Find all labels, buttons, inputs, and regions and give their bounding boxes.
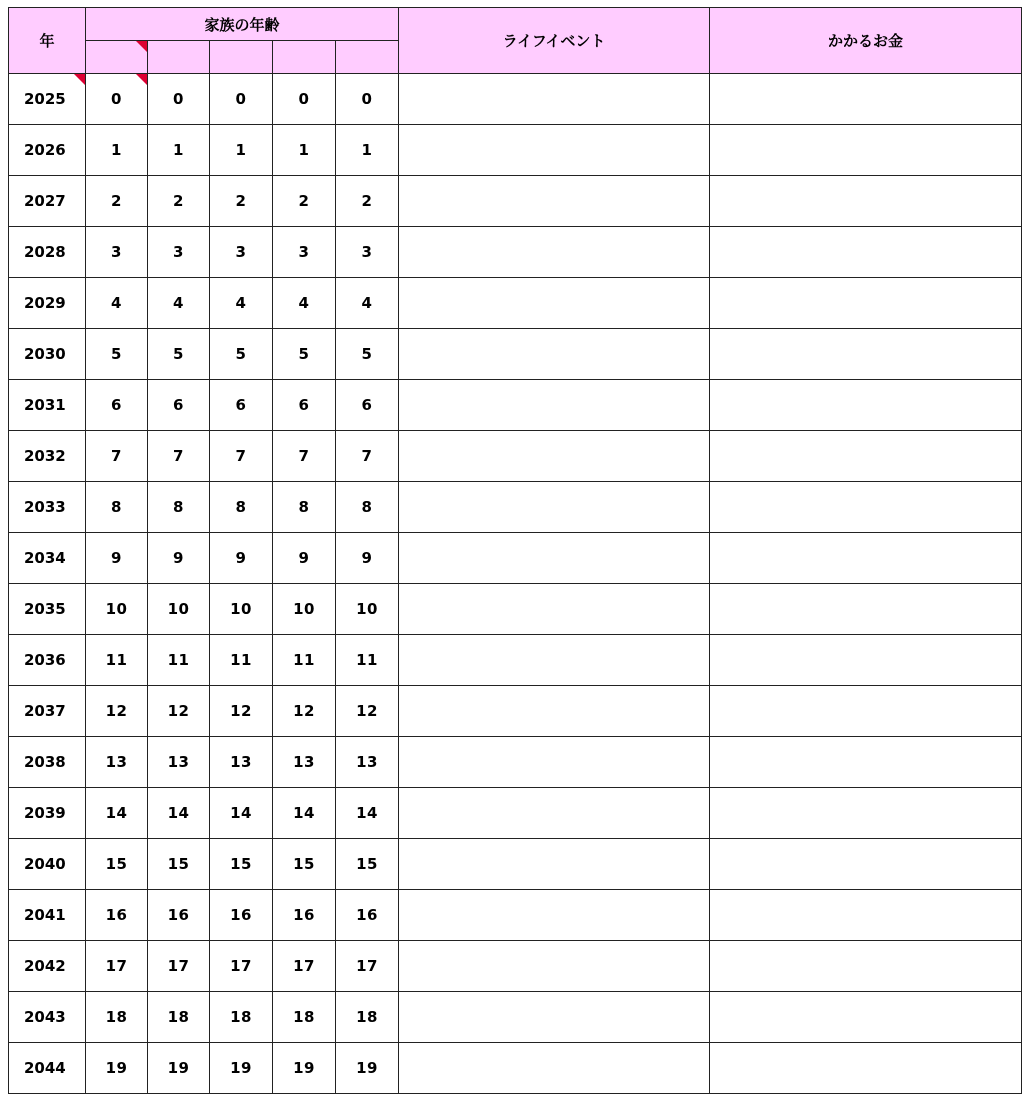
age-cell-member-1[interactable]: 15 bbox=[86, 839, 148, 890]
table-row bbox=[9, 533, 1022, 584]
table-row bbox=[9, 1043, 1022, 1094]
age-cell-member-3[interactable]: 12 bbox=[210, 686, 273, 737]
age-cell-member-3[interactable]: 5 bbox=[210, 329, 273, 380]
year-header-label: 年 bbox=[39, 32, 55, 50]
age-cell-member-1[interactable]: 11 bbox=[86, 635, 148, 686]
age-cell-member-5[interactable]: 12 bbox=[336, 686, 399, 737]
age-cell-member-5[interactable]: 15 bbox=[336, 839, 399, 890]
year-cell[interactable]: 2034 bbox=[9, 533, 86, 584]
life-event-cell[interactable] bbox=[399, 1043, 710, 1094]
table-row bbox=[9, 278, 1022, 329]
year-cell[interactable]: 2030 bbox=[9, 329, 86, 380]
age-cell-member-4[interactable]: 11 bbox=[273, 635, 336, 686]
table-row bbox=[9, 482, 1022, 533]
cost-cell[interactable] bbox=[710, 788, 1022, 839]
life-event-cell[interactable] bbox=[399, 431, 710, 482]
age-cell-member-2[interactable]: 6 bbox=[148, 380, 210, 431]
life-event-header-label: ライフイベント bbox=[502, 32, 606, 50]
age-cell-member-1[interactable]: 5 bbox=[86, 329, 148, 380]
table-row bbox=[9, 125, 1022, 176]
member-name-cell-3[interactable] bbox=[210, 41, 273, 74]
cost-cell[interactable] bbox=[710, 890, 1022, 941]
age-cell-member-2[interactable]: 8 bbox=[148, 482, 210, 533]
age-cell-member-4[interactable]: 2 bbox=[273, 176, 336, 227]
age-cell-member-2[interactable]: 12 bbox=[148, 686, 210, 737]
age-cell-member-1[interactable]: 2 bbox=[86, 176, 148, 227]
age-cell-member-5[interactable]: 11 bbox=[336, 635, 399, 686]
year-cell[interactable]: 2026 bbox=[9, 125, 86, 176]
age-cell-member-4[interactable]: 10 bbox=[273, 584, 336, 635]
age-cell-member-1[interactable] bbox=[86, 74, 148, 125]
age-cell-member-3[interactable]: 11 bbox=[210, 635, 273, 686]
age-cell-member-5[interactable]: 7 bbox=[336, 431, 399, 482]
cost-cell[interactable] bbox=[710, 125, 1022, 176]
year-cell[interactable]: 2038 bbox=[9, 737, 86, 788]
life-event-cell[interactable] bbox=[399, 737, 710, 788]
table-row bbox=[9, 584, 1022, 635]
age-cell-member-5[interactable]: 0 bbox=[336, 74, 399, 125]
age-cell-member-1[interactable]: 7 bbox=[86, 431, 148, 482]
table-row bbox=[9, 176, 1022, 227]
member-name-cell-1[interactable] bbox=[86, 41, 148, 74]
table-row bbox=[9, 74, 1022, 125]
cost-cell[interactable] bbox=[710, 584, 1022, 635]
table-row bbox=[9, 380, 1022, 431]
member-name-cell-4[interactable] bbox=[273, 41, 336, 74]
age-cell-member-3[interactable]: 8 bbox=[210, 482, 273, 533]
life-event-cell[interactable] bbox=[399, 890, 710, 941]
age-cell-member-2[interactable]: 2 bbox=[148, 176, 210, 227]
table-row bbox=[9, 431, 1022, 482]
age-cell-member-2[interactable]: 10 bbox=[148, 584, 210, 635]
age-cell-member-3[interactable]: 0 bbox=[210, 74, 273, 125]
age-cell-member-3[interactable]: 10 bbox=[210, 584, 273, 635]
life-event-cell[interactable] bbox=[399, 533, 710, 584]
age-cell-member-4[interactable]: 3 bbox=[273, 227, 336, 278]
year-cell[interactable]: 2042 bbox=[9, 941, 86, 992]
age-cell-member-4[interactable]: 5 bbox=[273, 329, 336, 380]
cost-cell[interactable] bbox=[710, 74, 1022, 125]
age-cell-member-2[interactable]: 9 bbox=[148, 533, 210, 584]
life-event-cell[interactable] bbox=[399, 227, 710, 278]
age-cell-member-3[interactable]: 16 bbox=[210, 890, 273, 941]
age-cell-member-5[interactable]: 3 bbox=[336, 227, 399, 278]
cost-cell[interactable] bbox=[710, 635, 1022, 686]
life-event-cell[interactable] bbox=[399, 635, 710, 686]
table-row bbox=[9, 941, 1022, 992]
age-cell-member-4[interactable]: 17 bbox=[273, 941, 336, 992]
cost-cell[interactable] bbox=[710, 380, 1022, 431]
cost-cell[interactable] bbox=[710, 839, 1022, 890]
year-cell[interactable]: 2039 bbox=[9, 788, 86, 839]
age-cell-member-1[interactable]: 9 bbox=[86, 533, 148, 584]
age-cell-member-4[interactable]: 18 bbox=[273, 992, 336, 1043]
cost-cell[interactable] bbox=[710, 329, 1022, 380]
year-cell[interactable]: 2036 bbox=[9, 635, 86, 686]
age-cell-member-3[interactable]: 3 bbox=[210, 227, 273, 278]
age-cell-member-5[interactable]: 2 bbox=[336, 176, 399, 227]
age-cell-member-3[interactable]: 2 bbox=[210, 176, 273, 227]
table-row bbox=[9, 890, 1022, 941]
year-cell[interactable]: 2031 bbox=[9, 380, 86, 431]
year-cell[interactable] bbox=[9, 74, 86, 125]
age-cell-member-4[interactable]: 7 bbox=[273, 431, 336, 482]
life-event-cell[interactable] bbox=[399, 125, 710, 176]
age-cell-member-2[interactable]: 13 bbox=[148, 737, 210, 788]
cost-header-label: かかるお金 bbox=[827, 32, 903, 50]
life-event-cell[interactable] bbox=[399, 380, 710, 431]
year-cell[interactable]: 2028 bbox=[9, 227, 86, 278]
year-cell[interactable]: 2029 bbox=[9, 278, 86, 329]
year-cell[interactable]: 2035 bbox=[9, 584, 86, 635]
age-cell-member-1[interactable]: 12 bbox=[86, 686, 148, 737]
age-cell-member-4[interactable]: 14 bbox=[273, 788, 336, 839]
cost-cell[interactable] bbox=[710, 431, 1022, 482]
table-row bbox=[9, 737, 1022, 788]
life-event-cell[interactable] bbox=[399, 584, 710, 635]
age-cell-member-1[interactable]: 10 bbox=[86, 584, 148, 635]
table-row bbox=[9, 329, 1022, 380]
family-ages-header-label: 家族の年齢 bbox=[204, 15, 280, 34]
year-cell[interactable]: 2037 bbox=[9, 686, 86, 737]
age-cell-member-5[interactable]: 16 bbox=[336, 890, 399, 941]
life-event-cell[interactable] bbox=[399, 176, 710, 227]
life-event-header-cell[interactable] bbox=[399, 8, 710, 74]
age-cell-member-4[interactable]: 0 bbox=[273, 74, 336, 125]
cost-cell[interactable] bbox=[710, 176, 1022, 227]
year-cell[interactable]: 2040 bbox=[9, 839, 86, 890]
table-row bbox=[9, 686, 1022, 737]
life-event-cell[interactable] bbox=[399, 941, 710, 992]
age-cell-member-2[interactable]: 4 bbox=[148, 278, 210, 329]
age-cell-member-4[interactable]: 8 bbox=[273, 482, 336, 533]
age-cell-member-1[interactable]: 18 bbox=[86, 992, 148, 1043]
age-cell-member-5[interactable]: 18 bbox=[336, 992, 399, 1043]
age-cell-member-5[interactable]: 5 bbox=[336, 329, 399, 380]
cost-cell[interactable] bbox=[710, 278, 1022, 329]
age-cell-member-4[interactable]: 16 bbox=[273, 890, 336, 941]
age-cell-member-3[interactable]: 13 bbox=[210, 737, 273, 788]
life-plan-table bbox=[8, 7, 1022, 1094]
life-event-cell[interactable] bbox=[399, 686, 710, 737]
table-row bbox=[9, 788, 1022, 839]
age-cell-member-1[interactable]: 16 bbox=[86, 890, 148, 941]
age-cell-member-4[interactable]: 1 bbox=[273, 125, 336, 176]
age-cell-member-5[interactable]: 10 bbox=[336, 584, 399, 635]
age-cell-member-1[interactable]: 1 bbox=[86, 125, 148, 176]
cost-cell[interactable] bbox=[710, 992, 1022, 1043]
life-event-cell[interactable] bbox=[399, 329, 710, 380]
age-cell-member-1[interactable]: 19 bbox=[86, 1043, 148, 1094]
year-value: 2025 bbox=[24, 90, 66, 108]
age-cell-member-1[interactable]: 4 bbox=[86, 278, 148, 329]
age-cell-member-3[interactable]: 7 bbox=[210, 431, 273, 482]
age-cell-member-5[interactable]: 14 bbox=[336, 788, 399, 839]
year-cell[interactable]: 2041 bbox=[9, 890, 86, 941]
cost-cell[interactable] bbox=[710, 482, 1022, 533]
member-name-cell-2[interactable] bbox=[148, 41, 210, 74]
cost-cell[interactable] bbox=[710, 227, 1022, 278]
age-cell-member-2[interactable]: 16 bbox=[148, 890, 210, 941]
age-cell-member-5[interactable]: 17 bbox=[336, 941, 399, 992]
comment-marker-icon[interactable] bbox=[74, 74, 85, 85]
age-cell-member-2[interactable]: 17 bbox=[148, 941, 210, 992]
comment-marker-icon[interactable] bbox=[136, 74, 147, 85]
life-event-cell[interactable] bbox=[399, 74, 710, 125]
age-cell-member-4[interactable]: 6 bbox=[273, 380, 336, 431]
year-cell[interactable]: 2043 bbox=[9, 992, 86, 1043]
year-cell[interactable]: 2033 bbox=[9, 482, 86, 533]
comment-marker-icon[interactable] bbox=[136, 41, 147, 52]
table-row bbox=[9, 635, 1022, 686]
age-cell-member-5[interactable]: 1 bbox=[336, 125, 399, 176]
age-cell-member-2[interactable]: 15 bbox=[148, 839, 210, 890]
age-cell-member-3[interactable]: 18 bbox=[210, 992, 273, 1043]
cost-cell[interactable] bbox=[710, 737, 1022, 788]
age-cell-member-1[interactable]: 13 bbox=[86, 737, 148, 788]
year-cell[interactable]: 2032 bbox=[9, 431, 86, 482]
age-cell-member-2[interactable]: 1 bbox=[148, 125, 210, 176]
age-cell-member-4[interactable]: 9 bbox=[273, 533, 336, 584]
age-cell-member-5[interactable]: 19 bbox=[336, 1043, 399, 1094]
age-cell-member-2[interactable]: 11 bbox=[148, 635, 210, 686]
cost-cell[interactable] bbox=[710, 941, 1022, 992]
age-cell-member-5[interactable]: 6 bbox=[336, 380, 399, 431]
age-cell-member-1[interactable]: 14 bbox=[86, 788, 148, 839]
age-cell-member-1[interactable]: 3 bbox=[86, 227, 148, 278]
age-cell-member-3[interactable]: 17 bbox=[210, 941, 273, 992]
life-event-cell[interactable] bbox=[399, 992, 710, 1043]
age-cell-member-4[interactable]: 4 bbox=[273, 278, 336, 329]
life-event-cell[interactable] bbox=[399, 788, 710, 839]
age-cell-member-2[interactable]: 3 bbox=[148, 227, 210, 278]
cost-cell[interactable] bbox=[710, 686, 1022, 737]
life-event-cell[interactable] bbox=[399, 482, 710, 533]
age-cell-member-5[interactable]: 13 bbox=[336, 737, 399, 788]
year-cell[interactable]: 2044 bbox=[9, 1043, 86, 1094]
age-cell-member-4[interactable]: 13 bbox=[273, 737, 336, 788]
member-name-cell-5[interactable] bbox=[336, 41, 399, 74]
age-cell-member-2[interactable]: 14 bbox=[148, 788, 210, 839]
age-cell-member-3[interactable]: 9 bbox=[210, 533, 273, 584]
age-cell-member-1[interactable]: 6 bbox=[86, 380, 148, 431]
age-cell-member-1[interactable]: 8 bbox=[86, 482, 148, 533]
cost-cell[interactable] bbox=[710, 533, 1022, 584]
age-cell-member-4[interactable]: 12 bbox=[273, 686, 336, 737]
age-cell-member-3[interactable]: 1 bbox=[210, 125, 273, 176]
age-cell-member-5[interactable]: 9 bbox=[336, 533, 399, 584]
year-cell[interactable]: 2027 bbox=[9, 176, 86, 227]
age-cell-member-5[interactable]: 8 bbox=[336, 482, 399, 533]
age-cell-member-2[interactable]: 19 bbox=[148, 1043, 210, 1094]
age-cell-member-3[interactable]: 14 bbox=[210, 788, 273, 839]
age-cell-member-2[interactable]: 7 bbox=[148, 431, 210, 482]
age-value: 0 bbox=[111, 90, 122, 108]
cost-header-cell[interactable] bbox=[710, 8, 1022, 74]
age-cell-member-3[interactable]: 6 bbox=[210, 380, 273, 431]
age-cell-member-3[interactable]: 15 bbox=[210, 839, 273, 890]
cost-cell[interactable] bbox=[710, 1043, 1022, 1094]
age-cell-member-2[interactable]: 18 bbox=[148, 992, 210, 1043]
age-cell-member-3[interactable]: 4 bbox=[210, 278, 273, 329]
age-cell-member-4[interactable]: 19 bbox=[273, 1043, 336, 1094]
family-ages-header-cell[interactable] bbox=[86, 8, 399, 41]
table-row bbox=[9, 227, 1022, 278]
age-cell-member-3[interactable]: 19 bbox=[210, 1043, 273, 1094]
age-cell-member-5[interactable]: 4 bbox=[336, 278, 399, 329]
life-event-cell[interactable] bbox=[399, 278, 710, 329]
year-header-cell[interactable] bbox=[9, 8, 86, 74]
table-row bbox=[9, 992, 1022, 1043]
age-cell-member-2[interactable]: 0 bbox=[148, 74, 210, 125]
age-cell-member-1[interactable]: 17 bbox=[86, 941, 148, 992]
life-event-cell[interactable] bbox=[399, 839, 710, 890]
age-cell-member-4[interactable]: 15 bbox=[273, 839, 336, 890]
table-row bbox=[9, 839, 1022, 890]
age-cell-member-2[interactable]: 5 bbox=[148, 329, 210, 380]
